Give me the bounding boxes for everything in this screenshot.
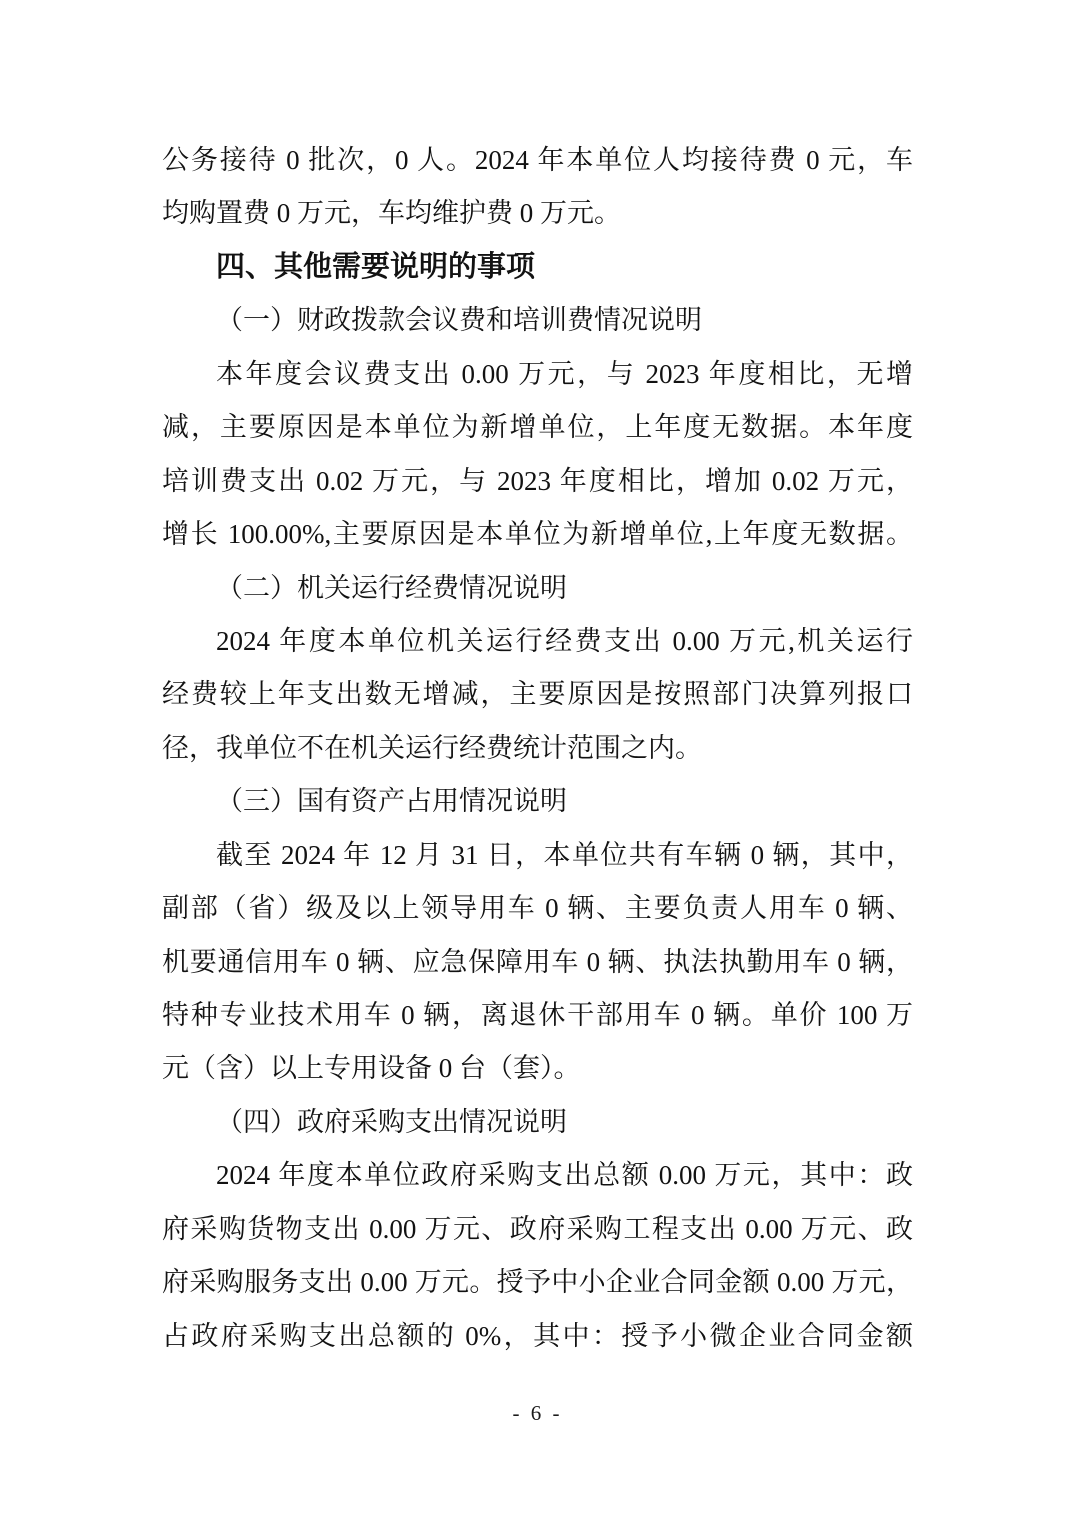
body-line: 减，主要原因是本单位为新增单位，上年度无数据。本年度 bbox=[162, 412, 913, 443]
body-line: 本年度会议费支出 0.00 万元，与 2023 年度相比，无增 bbox=[216, 358, 913, 389]
body-line: 经费较上年支出数无增减，主要原因是按照部门决算列报口 bbox=[162, 679, 913, 710]
body-line: 机要通信用车 0 辆、应急保障用车 0 辆、执法执勤用车 0 辆， bbox=[162, 946, 913, 977]
section-heading: 四、其他需要说明的事项 bbox=[216, 250, 536, 283]
subsection-heading: （二）机关运行经费情况说明 bbox=[216, 572, 567, 603]
body-line: 均购置费 0 万元，车均维护费 0 万元。 bbox=[162, 198, 621, 229]
body-line: 元（含）以上专用设备 0 台（套）。 bbox=[162, 1053, 581, 1084]
body-line: 公务接待 0 批次，0 人。2024 年本单位人均接待费 0 元，车 bbox=[162, 145, 913, 175]
body-line: 府采购服务支出 0.00 万元。授予中小企业合同金额 0.00 万元， bbox=[162, 1267, 913, 1298]
body-line: 副部（省）级及以上领导用车 0 辆、主要负责人用车 0 辆、 bbox=[162, 893, 913, 924]
body-line: 增长 100.00%,主要原因是本单位为新增单位,上年度无数据。 bbox=[162, 519, 913, 550]
subsection-heading: （一）财政拨款会议费和培训费情况说明 bbox=[216, 305, 702, 336]
body-line: 特种专业技术用车 0 辆，离退休干部用车 0 辆。单价 100 万 bbox=[162, 1000, 913, 1030]
body-line: 截至 2024 年 12 月 31 日，本单位共有车辆 0 辆，其中， bbox=[216, 839, 913, 870]
document-body bbox=[162, 134, 913, 1363]
body-line: 培训费支出 0.02 万元，与 2023 年度相比，增加 0.02 万元， bbox=[162, 465, 913, 496]
body-line: 府采购货物支出 0.00 万元、政府采购工程支出 0.00 万元、政 bbox=[162, 1213, 913, 1244]
subsection-heading: （三）国有资产占用情况说明 bbox=[216, 786, 567, 817]
body-line: 占政府采购支出总额的 0%，其中：授予小微企业合同金额 bbox=[162, 1320, 913, 1351]
page-number: - 6 - bbox=[512, 1401, 563, 1425]
subsection-heading: （四）政府采购支出情况说明 bbox=[216, 1106, 567, 1137]
body-line: 2024 年度本单位机关运行经费支出 0.00 万元,机关运行 bbox=[216, 625, 913, 656]
body-line: 2024 年度本单位政府采购支出总额 0.00 万元，其中：政 bbox=[216, 1160, 913, 1191]
body-line: 径，我单位不在机关运行经费统计范围之内。 bbox=[162, 732, 702, 763]
